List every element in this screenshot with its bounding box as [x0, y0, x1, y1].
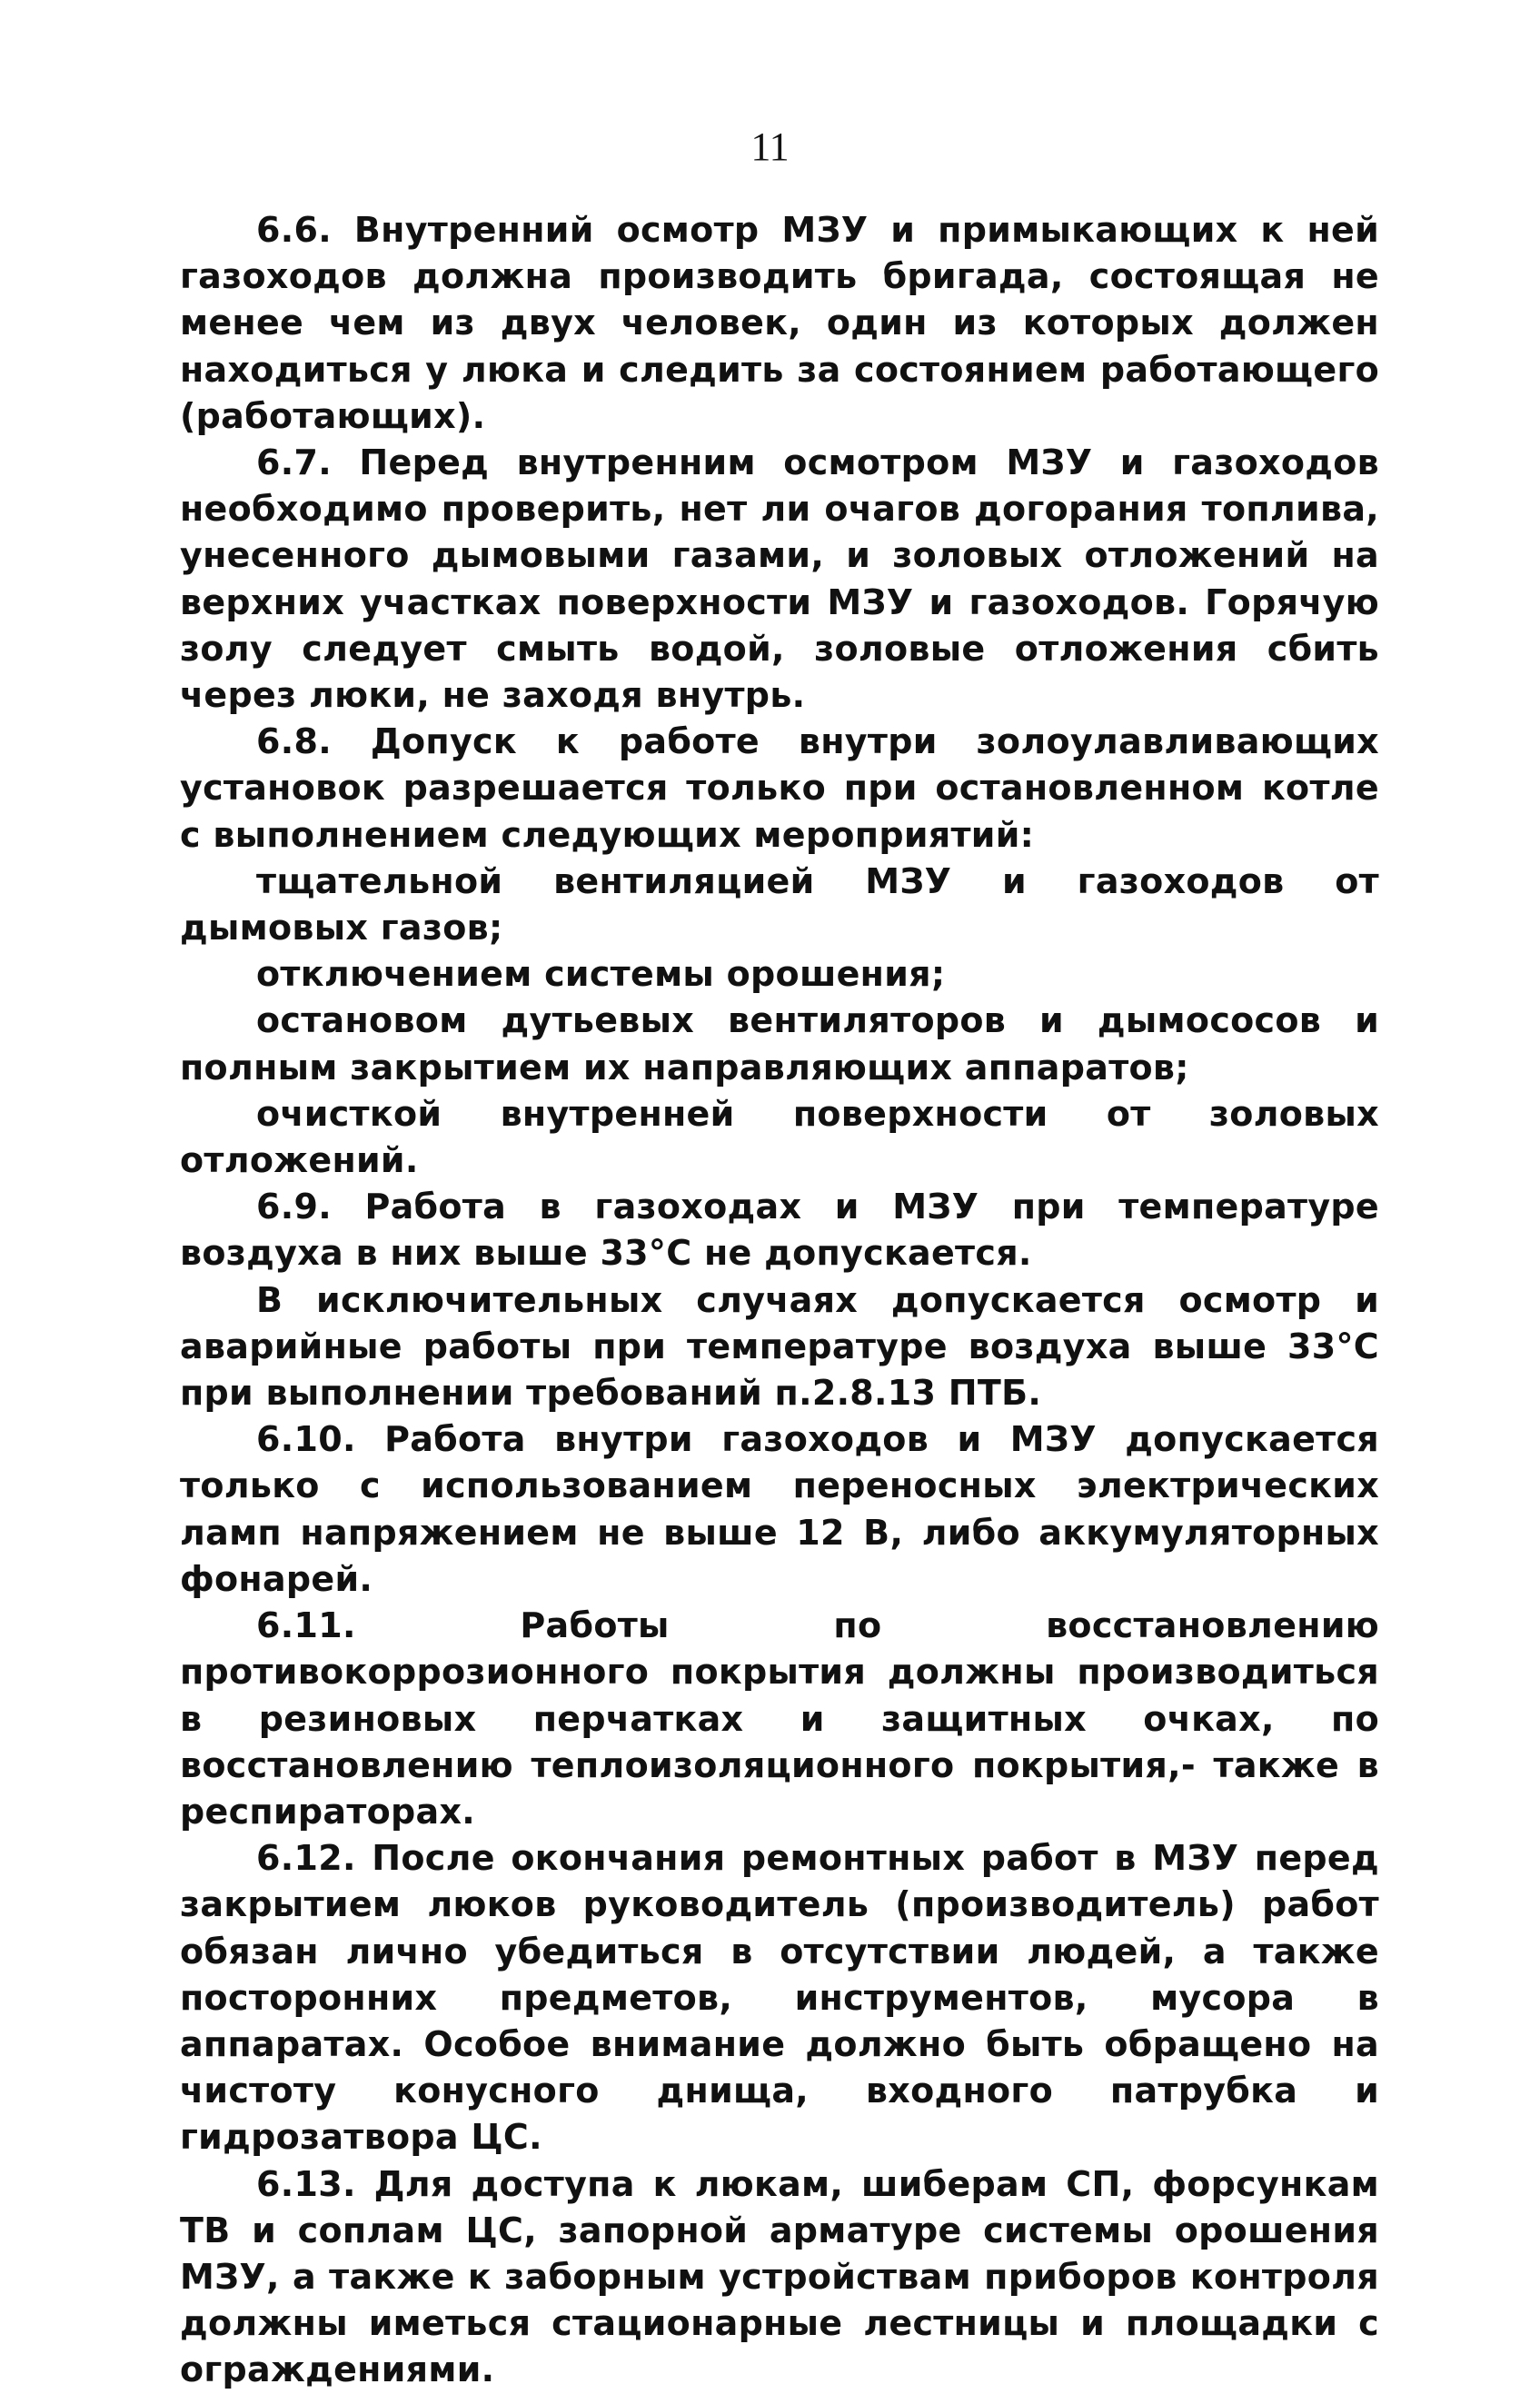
paragraph-6-7: 6.7. Перед внутренним осмотром МЗУ и газоходов необходимо проверить, нет ли очагов догорания топлива, унесенного дымовыми газами, и золовых отложений на верхних участках поверхности МЗУ и газоходов. Горячую золу следует смыть водой, золовые отложения сбить через люки, не заходя внутрь. [180, 442, 1379, 716]
paragraph-6-9: 6.9. Работа в газоходах и МЗУ при температуре воздуха в них выше 33°С не допускается. [180, 1187, 1379, 1274]
page-number: 11 [750, 124, 790, 169]
list-item-fans-stop: остановом дутьевых вентиляторов и дымососов и полным закрытием их направляющих аппаратов; [180, 1000, 1379, 1088]
list-item-ventilation: тщательной вентиляцией МЗУ и газоходов от дымовых газов; [180, 860, 1379, 949]
paragraph-6-6: 6.6. Внутренний осмотр МЗУ и примыкающих к ней газоходов должна производить бригада, состоящая не менее чем из двух человек, один из которых должен находиться у люка и следить за состоянием работающего (работающих). [180, 210, 1379, 436]
list-item-ash-cleaning: очисткой внутренней поверхности от золовых отложений. [180, 1093, 1379, 1181]
paragraph-6-8: 6.8. Допуск к работе внутри золоулавливающих установок разрешается только при остановленном котле с выполнением следующих мероприятий: [180, 721, 1379, 855]
paragraph-6-10: 6.10. Работа внутри газоходов и МЗУ допускается только с использованием переносных электрических ламп напряжением не выше 12 В, либо аккумуляторных фонарей. [180, 1419, 1379, 1599]
paragraph-6-13: 6.13. Для доступа к люкам, шиберам СП, форсункам ТВ и соплам ЦС, запорной арматуре системы орошения МЗУ, а также к заборным устройствам приборов контроля должны иметься стационарные лестницы и площадки с ограждениями. [180, 2163, 1379, 2390]
document-body [180, 207, 1379, 2394]
list-item-irrigation-off: отключением системы орошения; [256, 954, 946, 995]
paragraph-6-11: 6.11. Работы по восстановлению противокоррозионного покрытия должны производиться в резиновых перчатках и защитных очках, по восстановлению теплоизоляционного покрытия,- также в респираторах. [180, 1605, 1379, 1832]
paragraph-6-12: 6.12. После окончания ремонтных работ в МЗУ перед закрытием люков руководитель (производитель) работ обязан лично убедиться в отсутствии людей, а также посторонних предметов, инструментов, мусора в аппаратах. Особое внимание должно быть обращено на чистоту конусного днища, входного патрубка и гидрозатвора ЦС. [180, 1838, 1379, 2158]
paragraph-6-9-exception: В исключительных случаях допускается осмотр и аварийные работы при температуре воздуха выше 33°С при выполнении требований п.2.8.13 ПТБ. [180, 1279, 1379, 1414]
